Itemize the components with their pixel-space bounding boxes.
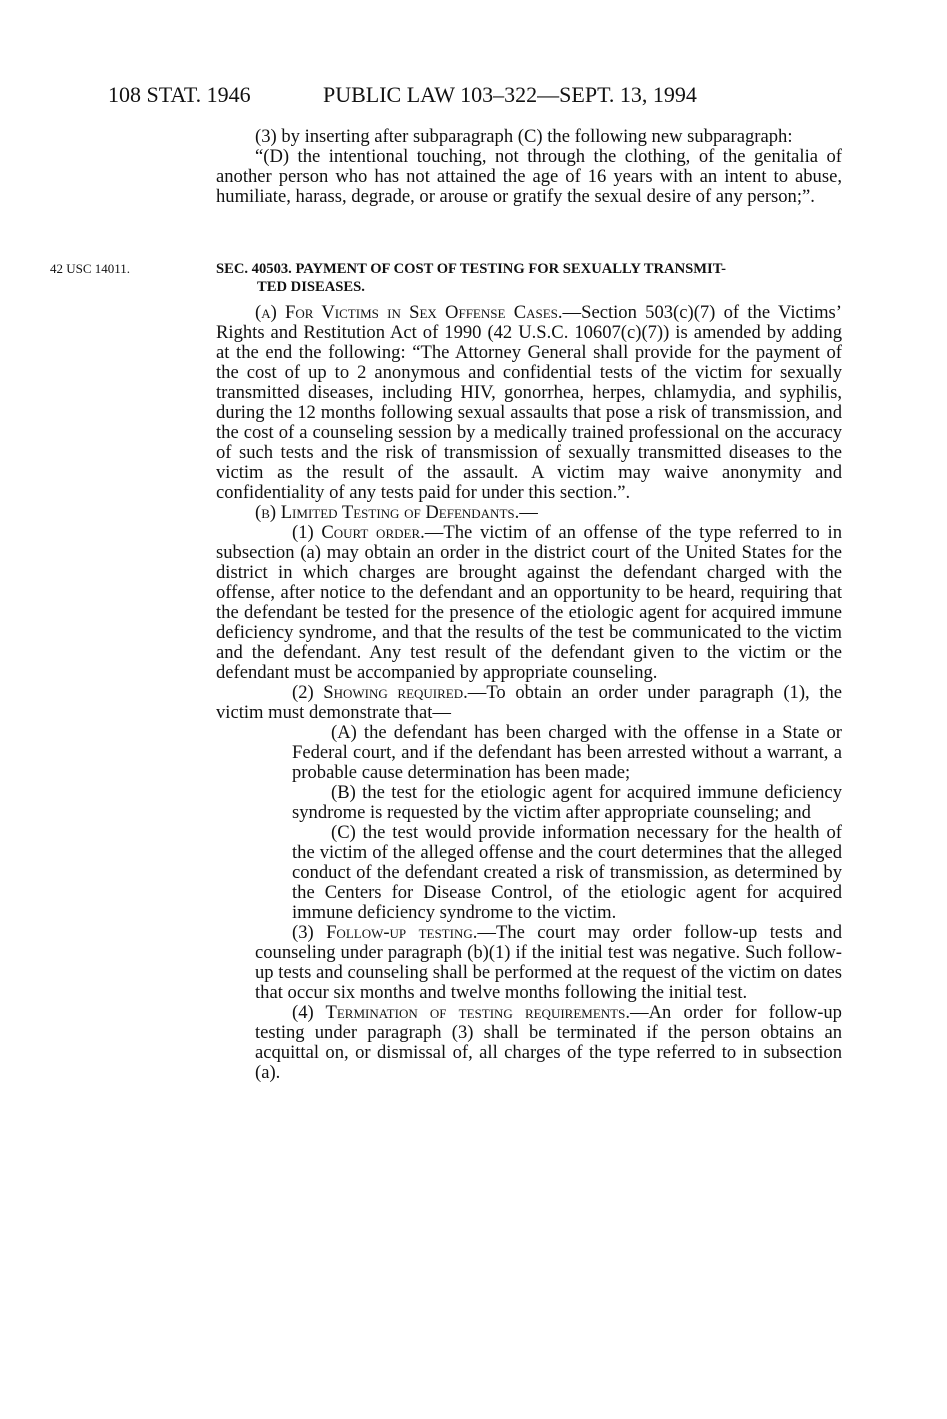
paragraph-quoted-d: “(D) the intentional touching, not through the clothing, of the genitalia of another person who has not attained the age of 16 years with an intent to abuse, humiliate, harass, degrade, or arouse or gratify the sexual desire of any person;”. [216, 146, 842, 207]
section-heading [216, 260, 842, 296]
subsection-a-lead: (a) For Victims in Sex Offense Cases. [255, 302, 563, 323]
paragraph-2-body: —To obtain an order under paragraph (1), the victim must demonstrate that— [216, 682, 842, 723]
paragraph-2-lead: (2) Showing required. [292, 682, 468, 703]
subsection-b [216, 503, 842, 523]
top-text-block [216, 127, 842, 207]
subsection-a [216, 303, 842, 503]
paragraph-amendment-3: (3) by inserting after subparagraph (C) the following new subparagraph: [255, 126, 793, 147]
margin-note-usc: 42 USC 14011. [50, 261, 131, 276]
paragraph-3 [216, 923, 842, 1003]
paragraph-4 [216, 1003, 842, 1083]
paragraph-4-body: —An order for follow-up testing under paragraph (3) shall be terminated if the person obtains an acquittal on, or dismissal of, all charges of the type referred to in subsection (a). [255, 1002, 842, 1083]
section-heading-line1: SEC. 40503. PAYMENT OF COST OF TESTING FOR SEXUALLY TRANSMIT- [216, 261, 726, 277]
subsection-a-body: —Section 503(c)(7) of the Victims’ Rights and Restitution Act of 1990 (42 U.S.C. 10607(c)(7)) is amended by adding at the end the following: “The Attorney General shall provide for the payment of the cost of up to 2 anonymous and confidential tests of the victim for sexually transmitted diseases, including HIV, gonorrhea, herpes, chlamydia, and syphilis, during the 12 months following sexual assaults that pose a risk of transmission, and the cost of a counseling session by a medically trained professional on the accuracy of such tests and the risk of transmission of sexually transmitted diseases to the victim as the result of the assault. A victim may waive anonymity and confidentiality of any tests paid for under this section.”. [216, 302, 842, 503]
paragraph-1 [216, 523, 842, 683]
paragraph-4-lead: (4) Termination of testing requirements. [292, 1002, 630, 1023]
main-text-block [216, 303, 842, 1083]
subparagraph-c: (C) the test would provide information necessary for the health of the victim of the alleged offense and the court determines that the alleged conduct of the defendant created a risk of transmission, as determined by the Centers for Disease Control, of the etiologic agent for acquired immune deficiency syndrome to the victim. [292, 822, 842, 923]
subparagraph-a: (A) the defendant has been charged with the offense in a State or Federal court, and if the defendant has been arrested without a warrant, a probable cause determination has been made; [292, 722, 842, 783]
paragraph-3-lead: (3) Follow-up testing. [292, 922, 478, 943]
paragraph-2 [216, 683, 842, 723]
subsection-b-lead: (b) Limited Testing of Defendants. [255, 502, 520, 523]
subsection-b-dash: — [519, 502, 538, 523]
section-heading-line2: TED DISEASES. [257, 279, 365, 295]
stat-citation: 108 STAT. 1946 [108, 82, 251, 107]
law-title: PUBLIC LAW 103–322—SEPT. 13, 1994 [323, 82, 697, 107]
paragraph-1-body: —The victim of an offense of the type referred to in subsection (a) may obtain an order in the district court of the United States for the district in which charges are brought against the defendant charged with the offense, after notice to the defendant and an opportunity to be heard, requiring that the defendant be tested for the presence of the etiologic agent for acquired immune deficiency syndrome, and that the results of the test be communicated to the victim and the defendant. Any test result of the defendant given to the victim or the defendant must be accompanied by appropriate counseling. [216, 522, 842, 683]
paragraph-1-lead: (1) Court order. [292, 522, 425, 543]
subparagraph-b: (B) the test for the etiologic agent for acquired immune deficiency syndrome is requested by the victim after appropriate counseling; and [292, 782, 842, 823]
paragraph-3-body: —The court may order follow-up tests and counseling under paragraph (b)(1) if the initial test was negative. Such follow-up tests and counseling shall be performed at the request of the victim on dates that occur six months and twelve months following the initial test. [255, 922, 842, 1003]
